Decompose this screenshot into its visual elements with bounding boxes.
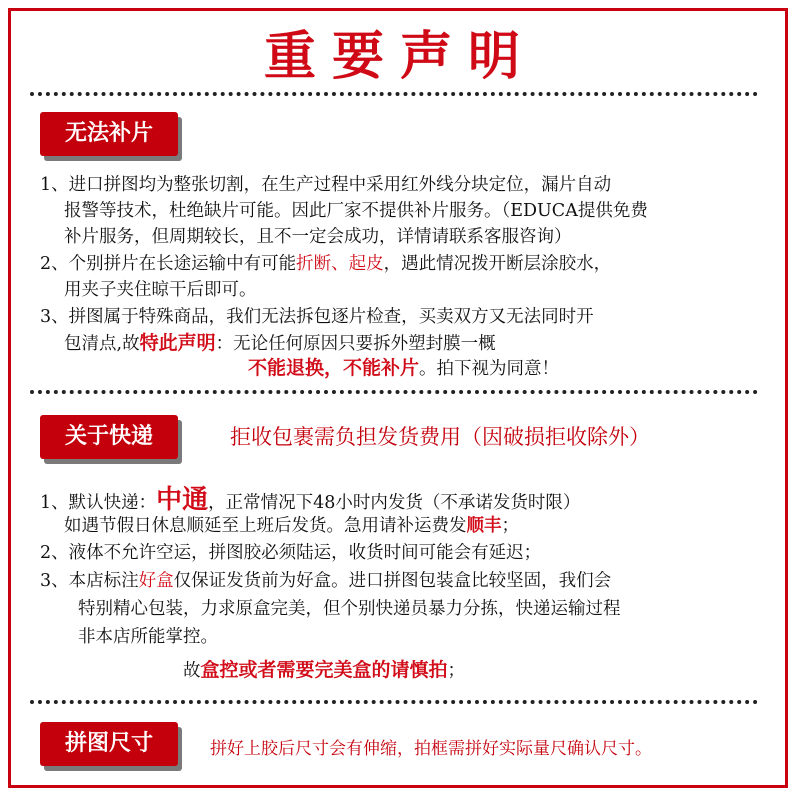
s1-line-3: 补片服务，但周期较长，且不一定会成功，详情请联系客服咨询） <box>64 227 572 247</box>
s2-line-4-a: 3、本店标注 <box>40 571 139 591</box>
s2-express-courier: 顺丰 <box>466 516 502 536</box>
page-title: 重要声明 <box>263 27 536 87</box>
badge-shipping: 关于快递 <box>40 415 178 459</box>
s1-line-7 <box>64 330 496 357</box>
s2-line-2-a: 如遇节假日休息顺延至上班后发货。急用请补运费发 <box>64 516 467 536</box>
dotted-divider <box>30 700 758 704</box>
s2-line-1 <box>40 487 580 516</box>
s2-line-2 <box>64 513 519 539</box>
s2-box-warning: 盒控或者需要完美盒的请慎拍 <box>200 659 448 681</box>
s2-line-7 <box>183 657 465 684</box>
s2-line-1-c: ，正常情况下48小时内发货（不承诺发货时限） <box>208 493 581 513</box>
s1-line-8-highlight: 不能退换，不能补片 <box>248 357 420 379</box>
s1-line-1: 1、进口拼图均为整张切割，在生产过程中采用红外线分块定位，漏片自动 <box>40 175 612 195</box>
s2-line-1-a: 1、默认快递： <box>40 493 157 513</box>
s2-line-4 <box>40 568 611 594</box>
s1-line-4-c: ，遇此情况拨开断层涂胶水， <box>383 254 612 274</box>
s1-line-6: 3、拼图属于特殊商品，我们无法拆包逐片检查，买卖双方又无法同时开 <box>40 307 594 327</box>
s2-line-6: 非本店所能掌控。 <box>78 627 218 647</box>
s1-line-8 <box>248 355 559 382</box>
badge-puzzle-size: 拼图尺寸 <box>40 722 178 766</box>
s2-line-7-a: 故 <box>183 661 201 681</box>
s1-line-2: 报警等技术，杜绝缺片可能。因此厂家不提供补片服务。（EDUCA提供免费 <box>64 201 648 221</box>
dotted-divider <box>30 92 758 96</box>
s2-courier-name: 中通 <box>156 485 209 515</box>
s1-line-4-a: 2、个别拼片在长途运输中有可能 <box>40 254 297 274</box>
s2-good-box: 好盒 <box>138 571 174 591</box>
s2-line-7-c: ； <box>447 661 466 681</box>
s1-line-4-highlight: 折断、起皮 <box>296 254 384 274</box>
badge-no-replacement: 无法补片 <box>40 112 178 156</box>
s1-line-7-highlight: 特此声明 <box>139 332 216 354</box>
size-note: 拼好上胶后尺寸会有伸缩，拍框需拼好实际量尺确认尺寸。 <box>210 739 652 759</box>
s1-line-7-a: 包清点,故 <box>64 334 140 354</box>
s1-line-4 <box>40 251 611 277</box>
s2-line-3: 2、液体不允许空运，拼图胶必须陆运，收货时间可能会有延迟； <box>40 543 542 563</box>
s1-line-8-b: 。拍下视为同意！ <box>419 359 560 379</box>
s1-line-5: 用夹子夹住晾干后即可。 <box>64 280 257 300</box>
s2-line-4-c: 仅保证发货前为好盒。进口拼图包装盒比较坚固，我们会 <box>173 571 612 591</box>
dotted-divider <box>30 390 758 394</box>
s2-line-5: 特别精心包装，力求原盒完美，但个别快递员暴力分拣，快递运输过程 <box>78 599 621 619</box>
s1-line-7-c: ：无论任何原因只要拆外塑封膜一概 <box>215 334 496 354</box>
s2-line-2-c: ； <box>501 516 519 536</box>
shipping-refusal-note: 拒收包裹需负担发货费用（因破损拒收除外） <box>230 425 650 449</box>
